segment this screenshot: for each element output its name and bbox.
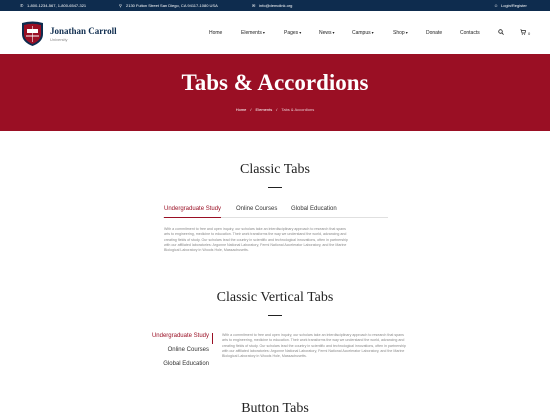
- classic-tab-line: Biological Laboratory in Woods Hole, Massachusetts.: [164, 248, 249, 253]
- section-divider: [268, 187, 282, 188]
- chevron-down-icon: ▾: [332, 30, 335, 35]
- breadcrumb-elements[interactable]: Elements: [255, 107, 273, 112]
- top-bar: [0, 0, 550, 11]
- nav-contacts-label: Contacts: [460, 30, 480, 36]
- envelope-icon: ✉: [252, 2, 256, 8]
- button-tabs-heading: Button Tabs: [241, 401, 309, 416]
- nav-elements-label: Elements: [241, 30, 262, 36]
- topbar-login-text[interactable]: Login/Register: [501, 3, 527, 8]
- brand-name[interactable]: Jonathan Carroll: [50, 26, 117, 36]
- vertical-tab-active-indicator: [212, 333, 213, 344]
- cart-count: 0: [528, 31, 531, 36]
- nav-shop-label: Shop: [393, 30, 405, 36]
- hero-banner: [0, 54, 550, 131]
- nav-news-label: News: [319, 30, 332, 36]
- phone-icon: ✆: [20, 2, 24, 8]
- vertical-tab-line: with our affiliated laboratories: Argonne National Laboratory, Fermi National Accelerator Laboratory, and the Marine: [222, 348, 405, 353]
- classic-tab-line: arts to engineering, medicine to education. Their work transforms the way we understand the world, advancing and: [164, 232, 347, 237]
- user-icon: ☺: [494, 2, 499, 8]
- vertical-tab-line: With a commitment to free and open inquiry, our scholars take an interdisciplinary approach to research that spans: [222, 333, 404, 337]
- topbar-email[interactable]: [252, 3, 292, 8]
- chevron-down-icon: ▾: [371, 30, 374, 35]
- classic-tab-content: [164, 227, 394, 253]
- section-divider: [268, 315, 282, 316]
- nav-news[interactable]: [319, 30, 335, 36]
- nav-pages-label: Pages: [284, 30, 299, 36]
- search-icon[interactable]: [498, 29, 504, 37]
- classic-tabs-heading: Classic Tabs: [240, 162, 310, 177]
- vertical-tab-line: arts to engineering, medicine to education. Their work transforms the way we understand the world, advancing and: [222, 338, 405, 343]
- topbar-address: [119, 3, 218, 8]
- vtab-online-courses[interactable]: Online Courses: [167, 347, 209, 353]
- nav-contacts[interactable]: [460, 30, 480, 36]
- chevron-down-icon: ▾: [299, 30, 302, 35]
- chevron-down-icon: ▾: [405, 30, 408, 35]
- site-header: [0, 11, 550, 54]
- tab-global-education[interactable]: Global Education: [291, 206, 337, 212]
- classic-tab-line: creating fields of study. Our scholars lead the country in scientific and technological innovations, often in partnership: [164, 237, 348, 242]
- cart-icon[interactable]: [520, 29, 526, 37]
- nav-home-label: Home: [209, 30, 223, 36]
- vertical-tab-content: [222, 333, 447, 359]
- chevron-down-icon: ▾: [262, 30, 265, 35]
- breadcrumb-current: Tabs & Accordions: [281, 107, 315, 112]
- vertical-tab-line: creating fields of study. Our scholars lead the country in scientific and technological innovations, often in partnership: [222, 343, 406, 348]
- nav-pages[interactable]: [284, 30, 301, 36]
- nav-home[interactable]: [209, 30, 222, 36]
- tab-undergraduate-study[interactable]: Undergraduate Study: [164, 206, 221, 218]
- university-crest-logo[interactable]: [20, 20, 45, 47]
- nav-donate-label: Donate: [426, 30, 443, 36]
- classic-tab-line: with our affiliated laboratories: Argonne National Laboratory, Fermi National Accelerator Laboratory, and the Marine: [164, 242, 347, 247]
- breadcrumb: Home / Elements / Tabs & Accordions: [235, 107, 315, 112]
- nav-shop[interactable]: [393, 30, 408, 36]
- topbar-email-text[interactable]: info@demolink.org: [259, 3, 293, 8]
- nav-campus-label: Campus: [352, 30, 371, 36]
- brand-subtitle: University: [50, 37, 68, 42]
- page-title: Tabs & Accordions: [181, 70, 369, 95]
- nav-donate[interactable]: [426, 30, 442, 36]
- vtab-global-education[interactable]: Global Education: [163, 361, 209, 367]
- topbar-address-text: 2130 Fulton Street San Diego, CA 94117-1080 USA: [126, 3, 218, 8]
- vtab-undergraduate-study[interactable]: Undergraduate Study: [151, 333, 209, 339]
- nav-elements[interactable]: [241, 30, 265, 36]
- nav-campus[interactable]: [352, 30, 374, 36]
- vertical-tab-line: Biological Laboratory in Woods Hole, Massachusetts.: [222, 354, 307, 359]
- vertical-tabs-heading: Classic Vertical Tabs: [216, 290, 334, 305]
- topbar-phone-text: 1-800-1234-567, 1-800-6547-321: [27, 3, 87, 8]
- classic-tab-line: With a commitment to free and open inquiry, our scholars take an interdisciplinary approach to research that spans: [164, 227, 346, 231]
- map-marker-icon: ⚲: [119, 2, 122, 8]
- topbar-login[interactable]: [494, 3, 527, 8]
- tab-online-courses[interactable]: Online Courses: [236, 206, 278, 212]
- breadcrumb-home[interactable]: Home: [235, 107, 247, 112]
- topbar-phone: [20, 3, 86, 8]
- classic-tabs-bar: [163, 206, 388, 218]
